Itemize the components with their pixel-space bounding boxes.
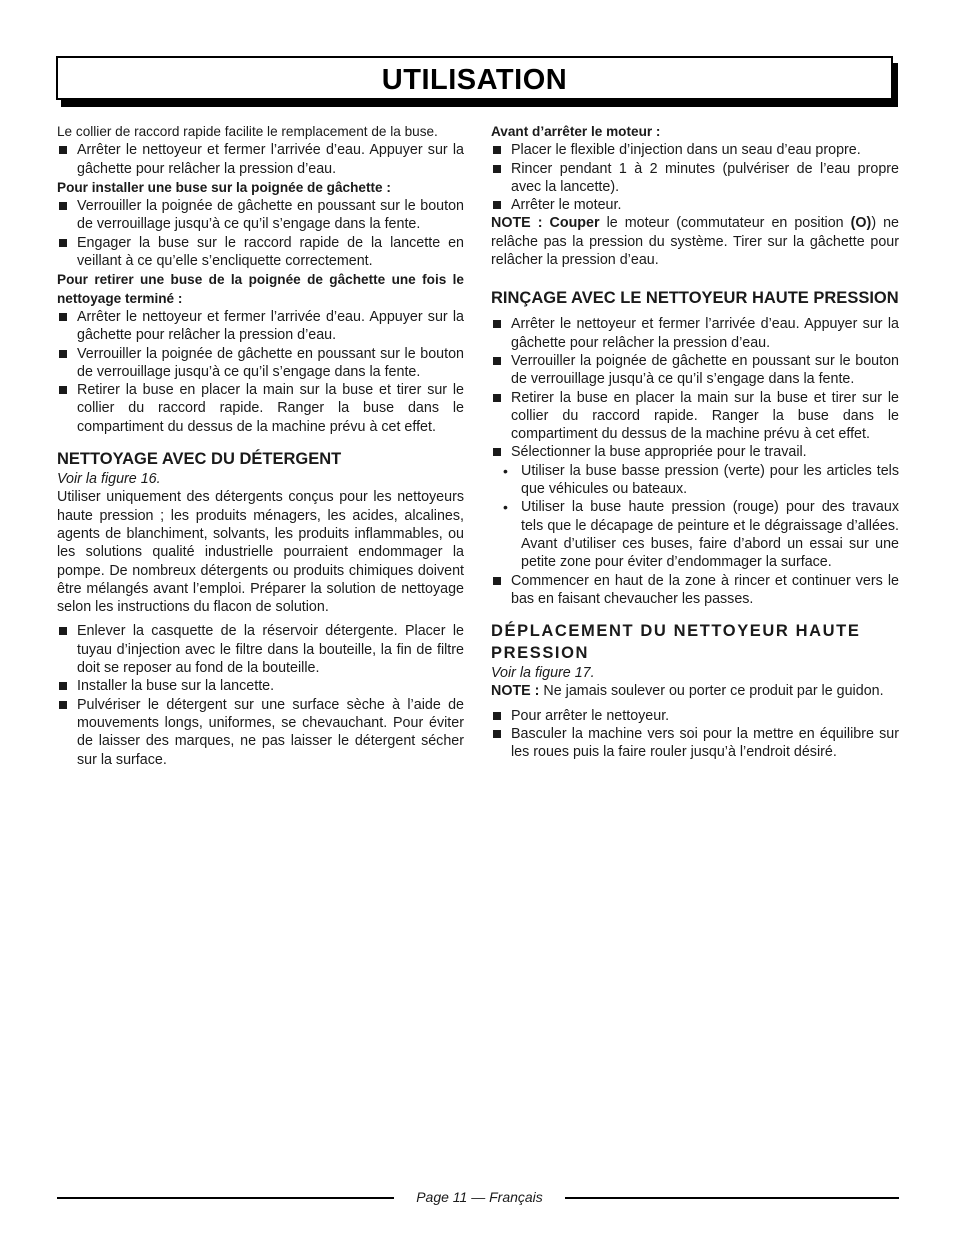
- list-item: Arrêter le nettoyeur et fermer l’arrivée d’eau. Appuyer sur la gâchette pour relâcher la pression d’eau.: [57, 308, 464, 345]
- move-list: [491, 707, 899, 762]
- note-switch-position: (O): [850, 215, 872, 232]
- section-title-rinse: RINÇAGE AVEC LE NETTOYEUR HAUTE PRESSION: [491, 289, 899, 308]
- nozzle-sublist: [491, 462, 899, 572]
- header-box: [56, 56, 893, 100]
- list-item: Verrouiller la poignée de gâchette en poussant sur le bouton de verrouillage jusqu’à ce qu’il s’engage dans la fente.: [491, 352, 899, 389]
- note-bold-word: Couper: [549, 215, 600, 232]
- list-item: Pulvériser le détergent sur une surface sèche à l’aide de mouvements longs, uniformes, se chevauchant. Pour éviter de laisser des marques, ne pas laisser le détergent sécher sur la surface.: [57, 696, 464, 769]
- note-label: NOTE :: [491, 215, 543, 232]
- list-item: Pour arrêter le nettoyeur.: [491, 707, 899, 725]
- list-item: Commencer en haut de la zone à rincer et continuer vers le bas en faisant chevaucher les passes.: [491, 572, 899, 609]
- list-item: Placer le flexible d’injection dans un seau d’eau propre.: [491, 141, 899, 159]
- list-item: Rincer pendant 1 à 2 minutes (pulvériser de l’eau propre avec la lancette).: [491, 160, 899, 197]
- install-list: [57, 197, 464, 270]
- figure-reference: Voir la figure 16.: [57, 471, 161, 488]
- note-text: Ne jamais soulever ou porter ce produit par le guidon.: [539, 683, 884, 700]
- left-column: [57, 123, 464, 769]
- figure-reference: Voir la figure 17.: [491, 665, 595, 682]
- list-item: Sélectionner la buse appropriée pour le travail.: [491, 443, 899, 461]
- list-item: Enlever la casquette de la réservoir détergente. Placer le tuyau d’injection avec le filtre dans la bouteille, la fin de filtre doit se reposer au fond de la bouteille.: [57, 622, 464, 677]
- intro-list: [57, 141, 464, 178]
- list-item: Installer la buse sur la lancette.: [57, 677, 464, 695]
- list-item: Arrêter le nettoyeur et fermer l’arrivée d’eau. Appuyer sur la gâchette pour relâcher la pression d’eau.: [57, 141, 464, 178]
- list-item: Arrêter le moteur.: [491, 196, 899, 214]
- stop-heading: Avant d’arrêter le moteur :: [491, 124, 661, 139]
- footer-rule-right: [565, 1197, 899, 1199]
- remove-list: [57, 308, 464, 436]
- note-text: ) ne relâche pas la pression du système. Tirer sur la gâchette pour relâcher la pression d’eau.: [491, 215, 899, 269]
- section-title-detergent: NETTOYAGE AVEC DU DÉTERGENT: [57, 450, 342, 469]
- page-title: UTILISATION: [381, 64, 568, 96]
- detergent-paragraph: Utiliser uniquement des détergents conçus pour les nettoyeurs haute pression ; les produits ménagers, les acides, alcalines, agents de blanchiment, solvants, les produits inflammables, ou les solutions qualité industrielle pourraient endommager la pompe. De nombreux détergents ou produits chimiques doivent être mélangés avant l’emploi. Préparer la solution de nettoyage selon les instructions du flacon de solution.: [57, 489, 464, 616]
- section-title-move: DÉPLACEMENT DU NETTOYEUR HAUTE PRESSION: [491, 622, 861, 663]
- note-move: [491, 682, 899, 700]
- list-item: Arrêter le nettoyeur et fermer l’arrivée d’eau. Appuyer sur la gâchette pour relâcher la pression d’eau.: [491, 315, 899, 352]
- list-item: Verrouiller la poignée de gâchette en poussant sur le bouton de verrouillage jusqu’à ce qu’il s’engage dans la fente.: [57, 197, 464, 234]
- note-engine: [491, 214, 899, 269]
- list-item: • Utiliser la buse basse pression (verte) pour les articles tels que véhicules ou bateaux.: [501, 462, 899, 499]
- install-heading: Pour installer une buse sur la poignée de gâchette :: [57, 179, 391, 195]
- list-item: Retirer la buse en placer la main sur la buse et tirer sur le collier du raccord rapide. Ranger la buse dans le compartiment du dessus de la machine prévu à cet effet.: [491, 389, 899, 444]
- stop-list: [491, 141, 899, 214]
- footer-rule-left: [57, 1197, 394, 1199]
- page-footer: Page 11 — Français: [416, 1189, 543, 1205]
- note-label: NOTE :: [491, 683, 540, 700]
- right-column: [491, 123, 899, 762]
- list-item: Basculer la machine vers soi pour la mettre en équilibre sur les roues puis la faire rouler jusqu’à l’endroit désiré.: [491, 725, 899, 762]
- remove-heading: Pour retirer une buse de la poignée de gâchette une fois le nettoyage terminé :: [57, 272, 464, 306]
- list-item: • Utiliser la buse haute pression (rouge) pour des travaux tels que le décapage de peinture et le dégraissage d’allées. Avant d’utiliser ces buses, faire d’abord un essai sur une petite zone pour éviter d’endommager la surface.: [501, 498, 899, 571]
- intro-text: Le collier de raccord rapide facilite le remplacement de la buse.: [57, 124, 438, 139]
- list-item: Verrouiller la poignée de gâchette en poussant sur le bouton de verrouillage jusqu’à ce qu’il s’engage dans la fente.: [57, 345, 464, 382]
- rinse-list: [491, 315, 899, 461]
- rinse-list-end: [491, 572, 899, 609]
- list-item: Retirer la buse en placer la main sur la buse et tirer sur le collier du raccord rapide. Ranger la buse dans le compartiment du dessus de la machine prévu à cet effet.: [57, 381, 464, 436]
- detergent-list: [57, 622, 464, 768]
- note-text: le moteur (commutateur en position: [599, 215, 851, 232]
- list-item: Engager la buse sur le raccord rapide de la lancette en veillant à ce qu’elle s’encliquette correctement.: [57, 234, 464, 271]
